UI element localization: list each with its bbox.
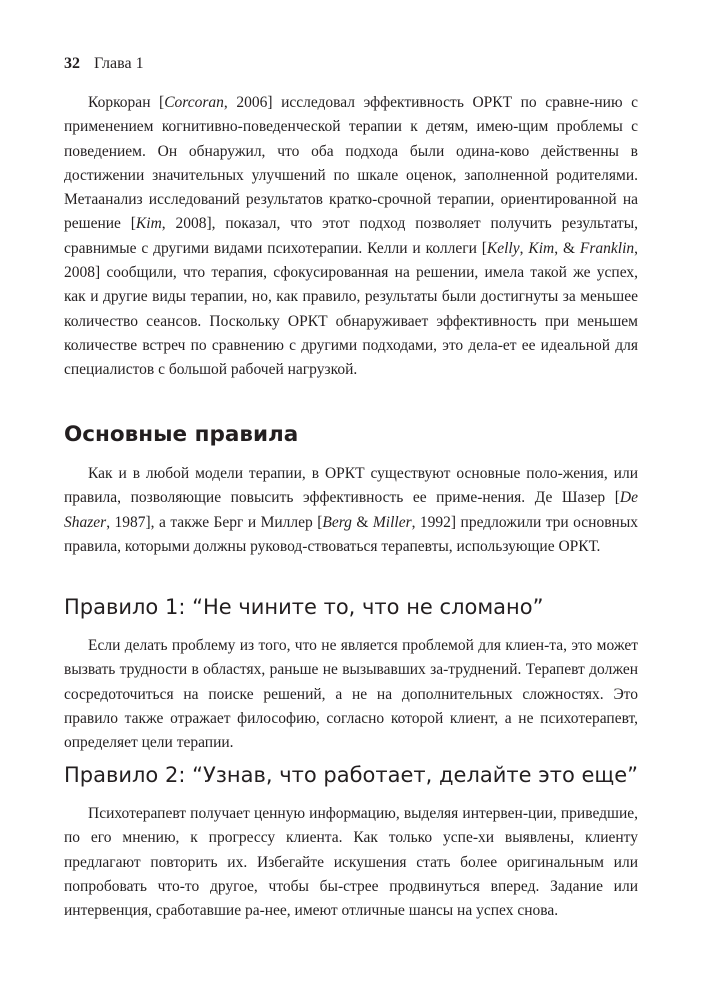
citation-author: De Shazer [64, 489, 638, 531]
paragraph-effectiveness [64, 91, 638, 383]
citation-author: Miller [372, 513, 412, 531]
citation-author: Franklin [579, 239, 635, 257]
text-run: , 2008] сообщили, что терапия, сфокусированная на решении, имела такой же успех, как и другие виды терапии, но, как правило, результаты были достигнуты за меньшее количество сеансов. Поскольку ОРКТ обнаруживает эффективность при меньшем количестве встреч по сравнению с другими подходами, это дела-ет ее идеальной для специалистов с большой рабочей нагрузкой. [64, 239, 639, 379]
rule1-paragraph: Если делать проблему из того, что не является проблемой для клиен-та, это может вызвать трудности в областях, раньше не вызывавших за-труднений. Терапевт должен сосредоточиться на поиске решений, а не на дополнительных сложностях. Это правило также отражает философию, согласно которой клиент, а не психотерапевт, определяет цели терапии. [64, 637, 638, 752]
citation-author: Corcoran [164, 94, 224, 111]
text-run: , 1992] предложили три основных правила, которыми должны руковод-ствоваться терапевты, использующие ОРКТ. [64, 513, 638, 555]
text-run: , & [554, 239, 580, 257]
text-run: , 2008], показал, что этот подход позволяет получить результаты, сравнимые с другими видами психотерапии. Келли и коллеги [ [64, 215, 638, 257]
citation-author: Berg [322, 513, 352, 531]
text-run: Коркоран [ [88, 94, 165, 111]
section-heading: Основные правила [64, 422, 299, 447]
running-head [64, 54, 144, 74]
chapter-title: Глава 1 [94, 55, 144, 72]
text-run: , [519, 239, 529, 257]
citation-author: Kelly [486, 239, 520, 257]
text-run: , 2006] исследовал эффективность ОРКТ по сравне-нию с применением когнитивно-поведенческой терапии к детям, имею-щим проблемы с поведением. Он обнаружил, что оба подхода были одина-ково действенны в достижении значительных улучшений по шкале оценок, заполненной родителями. Метаанализ исследований результатов кратко-срочной терапии, ориентированной на решение [ [64, 94, 638, 233]
text-run: Как и в любой модели терапии, в ОРКТ существуют основные поло-жения, или правила, позволяющие повысить эффективность ее приме-нения. Де Шазер [ [64, 465, 638, 507]
paragraph-basic-rules [64, 462, 638, 559]
citation-author: Kim [528, 239, 555, 257]
citation-author: Kim [135, 215, 162, 233]
text-run: , 1987], а также Берг и Миллер [ [106, 513, 323, 531]
rule2-paragraph: Психотерапевт получает ценную информацию, выделяя интервен-ции, приведшие, по его мнению, к прогрессу клиента. Как только успе-хи выявлены, клиенту предлагают повторить их. Избегайте искушения стать более оригинальным или попробовать что-то другое, чтобы бы-стрее продвинуться вперед. Задание или интервенция, сработавшие ра-нее, имеют отличные шансы на успех снова. [64, 805, 638, 920]
page-number: 32 [64, 55, 80, 72]
text-run: & [351, 513, 373, 531]
rule1-heading: Правило 1: “Не чините то, что не сломано” [64, 595, 544, 619]
rule2-heading: Правило 2: “Узнав, что работает, делайте это еще” [64, 763, 638, 787]
